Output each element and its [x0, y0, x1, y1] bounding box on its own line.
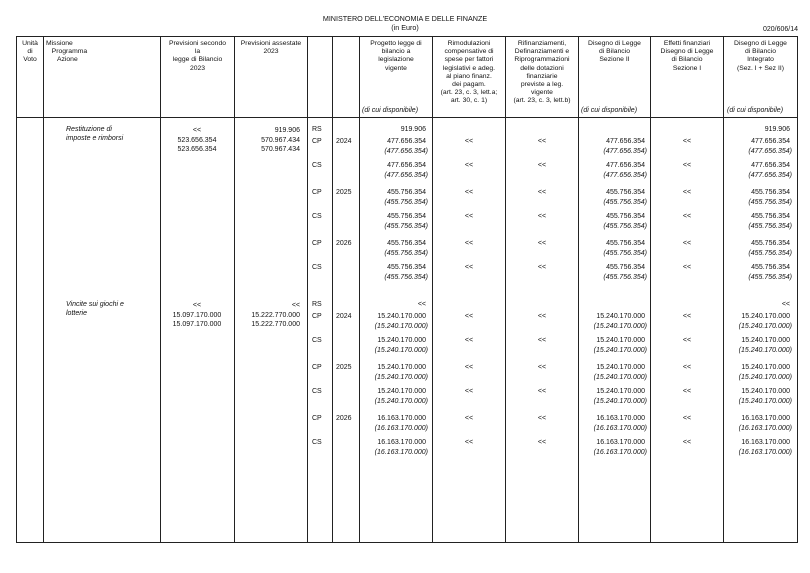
- progetto-value: 15.240.170.000: [377, 388, 426, 395]
- disegno-integrato-value: 16.163.170.000: [741, 439, 790, 446]
- rifinanziamenti-value: <<: [537, 213, 547, 220]
- disegno-integrato-value: 15.240.170.000: [741, 337, 790, 344]
- rifinanziamenti-value: <<: [537, 264, 547, 271]
- disegno-sez2-value: 15.240.170.000: [596, 337, 645, 344]
- disegno-integrato-disponibile: (15.240.170.000): [738, 323, 792, 330]
- progetto-disponibile: (15.240.170.000): [374, 347, 428, 354]
- disegno-sez2-disponibile: (455.756.354): [603, 223, 647, 230]
- row-year: 2025: [336, 364, 352, 371]
- rifinanziamenti-value: <<: [537, 138, 547, 145]
- rifinanziamenti-value: <<: [537, 189, 547, 196]
- page-subtitle: (in Euro): [391, 23, 419, 32]
- disegno-sez2-value: 455.756.354: [606, 240, 645, 247]
- rimodulazioni-value: <<: [464, 264, 474, 271]
- row-type-label: CP: [312, 364, 322, 371]
- disegno-sez2-disponibile: (455.756.354): [603, 250, 647, 257]
- row-year: 2024: [336, 313, 352, 320]
- col-divider: [359, 36, 360, 542]
- disegno-sez2-disponibile: (477.656.354): [603, 172, 647, 179]
- disegno-sez2-disponibile: (15.240.170.000): [593, 347, 647, 354]
- previsioni-legge-values: << 523.656.354 523.656.354: [177, 127, 217, 154]
- rifinanziamenti-value: <<: [537, 162, 547, 169]
- progetto-disponibile: (455.756.354): [384, 223, 428, 230]
- rimodulazioni-value: <<: [464, 313, 474, 320]
- previsioni-assestate-values: 919.906 570.967.434 570.967.434: [261, 127, 300, 154]
- section-name: Vincite sui giochi e lotterie: [66, 301, 124, 317]
- row-type-label: CP: [312, 240, 322, 247]
- disegno-sez2-disponibile: (477.656.354): [603, 148, 647, 155]
- rimodulazioni-value: <<: [464, 439, 474, 446]
- progetto-value: 15.240.170.000: [377, 364, 426, 371]
- header-bottom-border: [16, 117, 798, 118]
- col-divider: [505, 36, 506, 542]
- row-type-label: CS: [312, 439, 322, 446]
- progetto-disponibile: (16.163.170.000): [374, 425, 428, 432]
- effetti-value: <<: [682, 388, 692, 395]
- disegno-integrato-disponibile: (16.163.170.000): [738, 449, 792, 456]
- col-divider: [723, 36, 724, 542]
- rimodulazioni-value: <<: [464, 162, 474, 169]
- disegno-integrato-value: 16.163.170.000: [741, 415, 790, 422]
- effetti-value: <<: [682, 337, 692, 344]
- disegno-integrato-value: 455.756.354: [751, 264, 790, 271]
- disegno-integrato-value: 455.756.354: [751, 240, 790, 247]
- disegno-integrato-value: 919.906: [764, 126, 790, 133]
- rimodulazioni-value: <<: [464, 213, 474, 220]
- col-divider: [332, 36, 333, 542]
- rifinanziamenti-value: <<: [537, 388, 547, 395]
- row-type-label: RS: [312, 126, 322, 133]
- header-rifinanziamenti: Rifinanziamenti, Definanziamenti e Riprogrammazioni delle dotazioni finanziarie previste a leg. vigente (art. 23, c. 3, lett.b): [513, 40, 571, 105]
- effetti-value: <<: [682, 264, 692, 271]
- effetti-value: <<: [682, 415, 692, 422]
- row-type-label: CP: [312, 313, 322, 320]
- row-type-label: CS: [312, 388, 322, 395]
- disegno-integrato-value: <<: [781, 301, 790, 308]
- rimodulazioni-value: <<: [464, 415, 474, 422]
- row-type-label: CP: [312, 189, 322, 196]
- disegno-sez2-disponibile: (16.163.170.000): [593, 425, 647, 432]
- header-unita: Unità di Voto: [22, 40, 38, 64]
- rimodulazioni-value: <<: [464, 240, 474, 247]
- header-dicui-progetto: (di cui disponibile): [362, 107, 419, 114]
- header-disegno-integrato: Disegno di Legge di Bilancio Integrato (Sez. I + Sez II): [734, 40, 787, 72]
- disegno-integrato-value: 455.756.354: [751, 189, 790, 196]
- row-year: 2024: [336, 138, 352, 145]
- row-year: 2026: [336, 415, 352, 422]
- rifinanziamenti-value: <<: [537, 364, 547, 371]
- disegno-integrato-value: 477.656.354: [751, 138, 790, 145]
- header-disegno-sez2: Disegno di Legge di Bilancio Sezione II: [588, 40, 641, 64]
- col-divider: [578, 36, 579, 542]
- disegno-sez2-value: 16.163.170.000: [596, 439, 645, 446]
- progetto-value: 455.756.354: [387, 189, 426, 196]
- disegno-sez2-value: 477.656.354: [606, 162, 645, 169]
- progetto-value: 455.756.354: [387, 264, 426, 271]
- header-dicui-integrato: (di cui disponibile): [727, 107, 784, 114]
- rimodulazioni-value: <<: [464, 388, 474, 395]
- disegno-sez2-value: 15.240.170.000: [596, 364, 645, 371]
- row-type-label: CP: [312, 138, 322, 145]
- rimodulazioni-value: <<: [464, 138, 474, 145]
- disegno-integrato-value: 15.240.170.000: [741, 364, 790, 371]
- effetti-value: <<: [682, 313, 692, 320]
- progetto-value: 455.756.354: [387, 213, 426, 220]
- col-divider: [650, 36, 651, 542]
- col-divider: [307, 36, 308, 542]
- header-previsioni-assestate: Previsioni assestate 2023: [240, 40, 302, 56]
- effetti-value: <<: [682, 189, 692, 196]
- disegno-integrato-disponibile: (16.163.170.000): [738, 425, 792, 432]
- row-type-label: CS: [312, 337, 322, 344]
- rifinanziamenti-value: <<: [537, 415, 547, 422]
- disegno-sez2-disponibile: (16.163.170.000): [593, 449, 647, 456]
- disegno-integrato-disponibile: (15.240.170.000): [738, 347, 792, 354]
- effetti-value: <<: [682, 240, 692, 247]
- disegno-sez2-value: 15.240.170.000: [596, 388, 645, 395]
- progetto-disponibile: (455.756.354): [384, 250, 428, 257]
- disegno-sez2-value: 455.756.354: [606, 189, 645, 196]
- header-effetti: Effetti finanziari Disegno di Legge di Bilancio Sezione I: [660, 40, 714, 72]
- rifinanziamenti-value: <<: [537, 439, 547, 446]
- disegno-sez2-disponibile: (15.240.170.000): [593, 323, 647, 330]
- rimodulazioni-value: <<: [464, 189, 474, 196]
- progetto-value: 16.163.170.000: [377, 415, 426, 422]
- row-type-label: CS: [312, 162, 322, 169]
- header-progetto: Progetto legge di bilancio a legislazione vigente: [370, 40, 422, 72]
- effetti-value: <<: [682, 138, 692, 145]
- progetto-disponibile: (15.240.170.000): [374, 398, 428, 405]
- disegno-sez2-disponibile: (15.240.170.000): [593, 398, 647, 405]
- header-dicui-disegno: (di cui disponibile): [581, 107, 638, 114]
- col-divider: [432, 36, 433, 542]
- disegno-integrato-value: 15.240.170.000: [741, 388, 790, 395]
- col-divider: [797, 36, 798, 542]
- disegno-sez2-value: 15.240.170.000: [596, 313, 645, 320]
- disegno-integrato-value: 455.756.354: [751, 213, 790, 220]
- progetto-value: 477.656.354: [387, 162, 426, 169]
- progetto-value: 16.163.170.000: [377, 439, 426, 446]
- progetto-value: 15.240.170.000: [377, 313, 426, 320]
- disegno-integrato-disponibile: (455.756.354): [748, 274, 792, 281]
- previsioni-assestate-values: << 15.222.770.000 15.222.770.000: [251, 302, 300, 329]
- disegno-sez2-disponibile: (455.756.354): [603, 274, 647, 281]
- disegno-sez2-disponibile: (455.756.354): [603, 199, 647, 206]
- document-code: 020/606/14: [762, 26, 798, 33]
- table-top-border: [16, 36, 798, 37]
- progetto-value: 455.756.354: [387, 240, 426, 247]
- disegno-integrato-disponibile: (477.656.354): [748, 172, 792, 179]
- disegno-sez2-disponibile: (15.240.170.000): [593, 374, 647, 381]
- col-divider: [234, 36, 235, 542]
- disegno-sez2-value: 455.756.354: [606, 264, 645, 271]
- section-name: Restituzione di imposte e rimborsi: [66, 126, 124, 142]
- header-rimodulazioni: Rimodulazioni compensative di spese per fattori legislativi e adeg. al piano finanz. dei pagam. (art. 23, c. 3, lett.a; art. 30, c. 1): [440, 40, 498, 105]
- disegno-integrato-disponibile: (455.756.354): [748, 223, 792, 230]
- disegno-integrato-value: 477.656.354: [751, 162, 790, 169]
- disegno-sez2-value: 16.163.170.000: [596, 415, 645, 422]
- rimodulazioni-value: <<: [464, 364, 474, 371]
- disegno-integrato-disponibile: (15.240.170.000): [738, 398, 792, 405]
- disegno-sez2-value: 455.756.354: [606, 213, 645, 220]
- col-divider: [43, 36, 44, 542]
- row-type-label: CS: [312, 213, 322, 220]
- rifinanziamenti-value: <<: [537, 313, 547, 320]
- progetto-value: 919.906: [400, 126, 426, 133]
- col-divider: [16, 36, 17, 542]
- progetto-value: 15.240.170.000: [377, 337, 426, 344]
- progetto-disponibile: (477.656.354): [384, 148, 428, 155]
- previsioni-legge-values: << 15.097.170.000 15.097.170.000: [172, 302, 222, 329]
- progetto-value: <<: [417, 301, 426, 308]
- progetto-disponibile: (455.756.354): [384, 274, 428, 281]
- progetto-disponibile: (15.240.170.000): [374, 323, 428, 330]
- rifinanziamenti-value: <<: [537, 337, 547, 344]
- disegno-integrato-value: 15.240.170.000: [741, 313, 790, 320]
- rifinanziamenti-value: <<: [537, 240, 547, 247]
- disegno-integrato-disponibile: (455.756.354): [748, 199, 792, 206]
- disegno-integrato-disponibile: (477.656.354): [748, 148, 792, 155]
- col-divider: [160, 36, 161, 542]
- disegno-sez2-value: 477.656.354: [606, 138, 645, 145]
- row-type-label: CP: [312, 415, 322, 422]
- progetto-disponibile: (15.240.170.000): [374, 374, 428, 381]
- progetto-disponibile: (16.163.170.000): [374, 449, 428, 456]
- rimodulazioni-value: <<: [464, 337, 474, 344]
- effetti-value: <<: [682, 364, 692, 371]
- effetti-value: <<: [682, 213, 692, 220]
- disegno-integrato-disponibile: (15.240.170.000): [738, 374, 792, 381]
- row-type-label: RS: [312, 301, 322, 308]
- row-year: 2025: [336, 189, 352, 196]
- effetti-value: <<: [682, 439, 692, 446]
- table-bottom-border: [16, 542, 798, 543]
- progetto-disponibile: (477.656.354): [384, 172, 428, 179]
- header-missione: Missione Programma Azione: [46, 40, 88, 64]
- progetto-disponibile: (455.756.354): [384, 199, 428, 206]
- row-type-label: CS: [312, 264, 322, 271]
- page-title: MINISTERO DELL'ECONOMIA E DELLE FINANZE: [322, 14, 488, 23]
- effetti-value: <<: [682, 162, 692, 169]
- header-previsioni-legge: Previsioni secondo la legge di Bilancio 2023: [168, 40, 227, 72]
- row-year: 2026: [336, 240, 352, 247]
- progetto-value: 477.656.354: [387, 138, 426, 145]
- disegno-integrato-disponibile: (455.756.354): [748, 250, 792, 257]
